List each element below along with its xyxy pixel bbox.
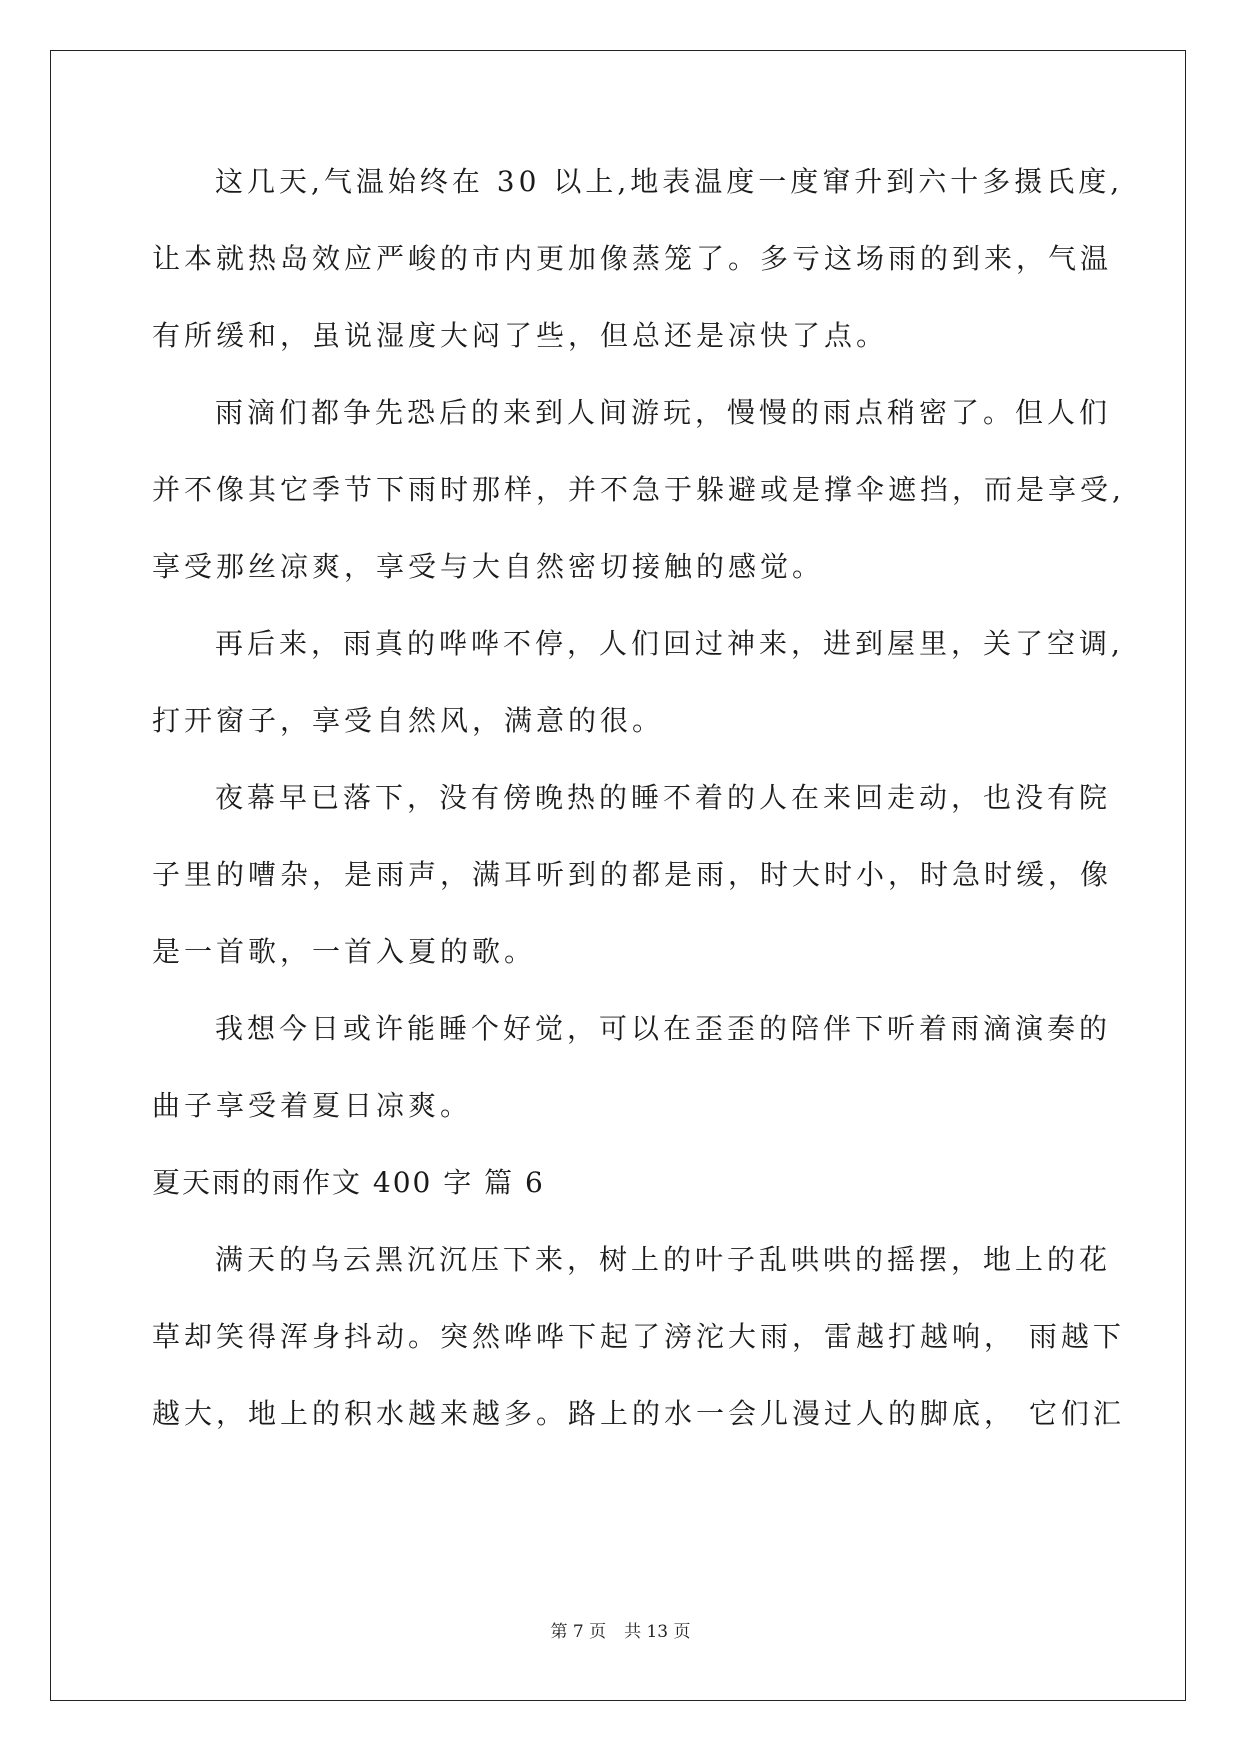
text-line: 并不像其它季节下雨时那样，并不急于躲避或是撑伞遮挡，而是享受,	[152, 473, 1125, 506]
text-line: 让本就热岛效应严峻的市内更加像蒸笼了。多亏这场雨的到来，气温	[152, 242, 1113, 275]
text-line: 子里的嘈杂，是雨声，满耳听到的都是雨，时大时小，时急时缓，像	[152, 858, 1113, 891]
page-number: 第 7 页	[550, 1622, 607, 1642]
text-line: 满天的乌云黑沉沉压下来，树上的叶子乱哄哄的摇摆，地上的花	[215, 1243, 1112, 1276]
text-line: 草却笑得浑身抖动。突然哗哗下起了滂沱大雨，雷越打越响， 雨越下	[152, 1320, 1125, 1353]
text-line: 我想今日或许能睡个好觉，可以在歪歪的陪伴下听着雨滴演奏的	[215, 1012, 1112, 1045]
section-heading: 夏天雨的雨作文 400 字 篇 6	[152, 1166, 545, 1199]
text-line: 再后来，雨真的哗哗不停，人们回过神来，进到屋里，关了空调,	[215, 627, 1124, 660]
text-line: 是一首歌，一首入夏的歌。	[152, 935, 537, 968]
page-footer	[0, 1617, 1241, 1642]
text-line: 有所缓和，虽说湿度大闷了些，但总还是凉快了点。	[152, 319, 889, 352]
text-line: 打开窗子，享受自然风，满意的很。	[152, 704, 665, 737]
document-body	[152, 163, 1125, 1472]
text-line: 雨滴们都争先恐后的来到人间游玩，慢慢的雨点稍密了。但人们	[215, 396, 1112, 429]
text-line: 曲子享受着夏日凉爽。	[152, 1089, 473, 1122]
text-line: 享受那丝凉爽，享受与大自然密切接触的感觉。	[152, 550, 825, 583]
page-total: 共 13 页	[624, 1622, 691, 1642]
text-line: 夜幕早已落下，没有傍晚热的睡不着的人在来回走动，也没有院	[215, 781, 1112, 814]
text-line: 这几天,气温始终在 30 以上,地表温度一度窜升到六十多摄氏度,	[215, 165, 1124, 198]
text-line: 越大，地上的积水越来越多。路上的水一会儿漫过人的脚底， 它们汇	[152, 1397, 1125, 1430]
